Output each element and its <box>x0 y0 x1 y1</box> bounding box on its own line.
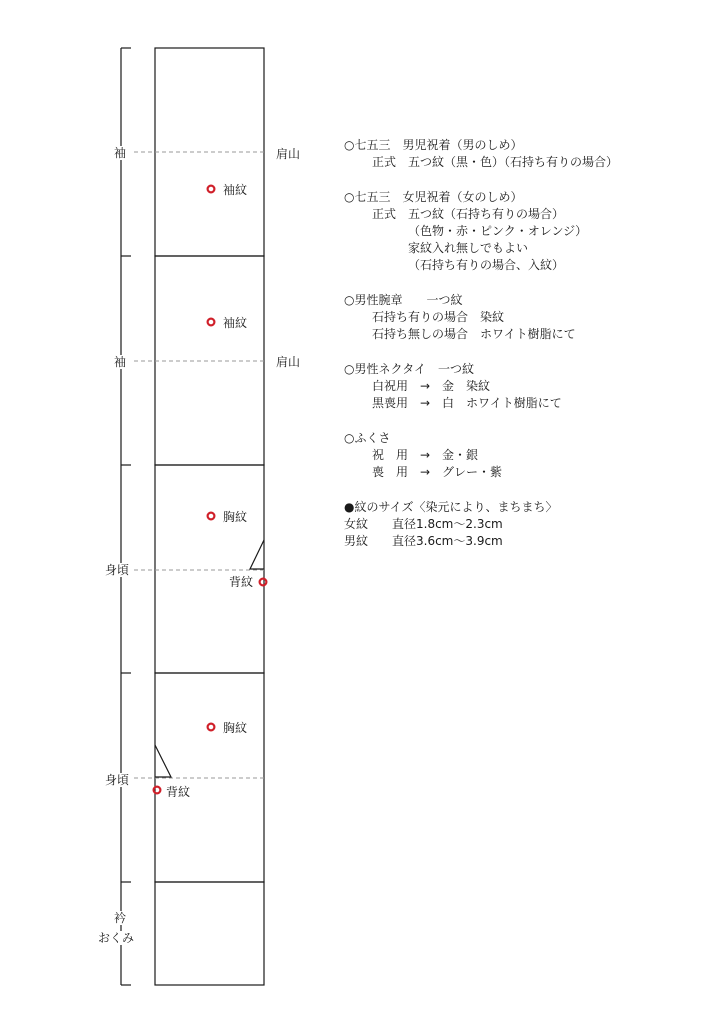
panel-body-1 <box>155 465 264 673</box>
note-girl-line2: （色物・赤・ピンク・オレンジ） <box>408 224 588 238</box>
crest-marker-sleeve-2 <box>208 319 215 326</box>
label-sleeve-crest-1: 袖紋 <box>223 183 248 197</box>
note-necktie-line1: 白祝用 → 金 染紋 <box>372 379 491 393</box>
note-armband-line1: 石持ち有りの場合 染紋 <box>372 310 505 324</box>
label-sleeve-2: 袖 <box>114 355 127 369</box>
left-bracket <box>121 48 131 985</box>
note-necktie <box>344 361 704 412</box>
note-fukusa <box>344 430 704 481</box>
note-fukusa-line1: 祝 用 → 金・銀 <box>372 448 479 462</box>
note-size-title: ●紋のサイズ〈染元により、まちまち〉 <box>344 500 558 514</box>
label-collar-2: おくみ <box>98 931 135 945</box>
label-chest-crest-2: 胸紋 <box>223 721 248 735</box>
note-necktie-title: ○男性ネクタイ 一つ紋 <box>344 362 474 376</box>
crest-marker-back-2 <box>154 787 161 794</box>
label-collar-1: 衿 <box>114 911 127 925</box>
note-girl <box>344 189 704 274</box>
note-boy <box>344 137 704 171</box>
note-armband <box>344 292 704 343</box>
label-chest-crest-1: 胸紋 <box>223 510 248 524</box>
note-size-line2: 男紋 直径3.6cm～3.9cm <box>344 534 503 548</box>
label-sleeve-1: 袖 <box>114 146 127 160</box>
triangle-right <box>250 540 264 569</box>
crest-notes <box>344 137 704 568</box>
note-necktie-line2: 黒喪用 → 白 ホワイト樹脂にて <box>372 396 562 410</box>
note-boy-title: ○七五三 男児祝着（男のしめ） <box>344 138 523 152</box>
label-body-1: 身頃 <box>105 563 130 577</box>
note-armband-title: ○男性腕章 一つ紋 <box>344 293 463 307</box>
label-body-2: 身頃 <box>105 773 130 787</box>
crest-marker-chest-1 <box>208 513 215 520</box>
note-size <box>344 499 704 550</box>
note-girl-line4: （石持ち有りの場合、入紋） <box>408 258 565 272</box>
panel-collar <box>155 882 264 985</box>
label-shoulder-2: 肩山 <box>276 355 301 369</box>
crest-marker-chest-2 <box>208 724 215 731</box>
label-shoulder-1: 肩山 <box>276 147 301 161</box>
note-armband-line2: 石持ち無しの場合 ホワイト樹脂にて <box>372 327 576 341</box>
garment-strip <box>155 48 264 985</box>
note-fukusa-line2: 喪 用 → グレー・紫 <box>372 465 503 479</box>
crest-markers <box>154 186 267 794</box>
note-boy-line1: 正式 五つ紋（黒・色）（石持ち有りの場合） <box>372 155 619 169</box>
label-back-crest-2: 背紋 <box>166 785 191 799</box>
note-fukusa-title: ○ふくさ <box>344 431 391 445</box>
triangle-left <box>155 745 171 777</box>
crest-marker-sleeve-1 <box>208 186 215 193</box>
note-girl-line3: 家紋入れ無しでもよい <box>408 241 529 255</box>
label-sleeve-crest-2: 袖紋 <box>223 316 248 330</box>
note-girl-title: ○七五三 女児祝着（女のしめ） <box>344 190 523 204</box>
label-back-crest-1: 背紋 <box>229 575 254 589</box>
note-girl-line1: 正式 五つ紋（石持ち有りの場合） <box>372 207 565 221</box>
crest-marker-back-1 <box>260 579 267 586</box>
note-size-line1: 女紋 直径1.8cm～2.3cm <box>344 517 503 531</box>
